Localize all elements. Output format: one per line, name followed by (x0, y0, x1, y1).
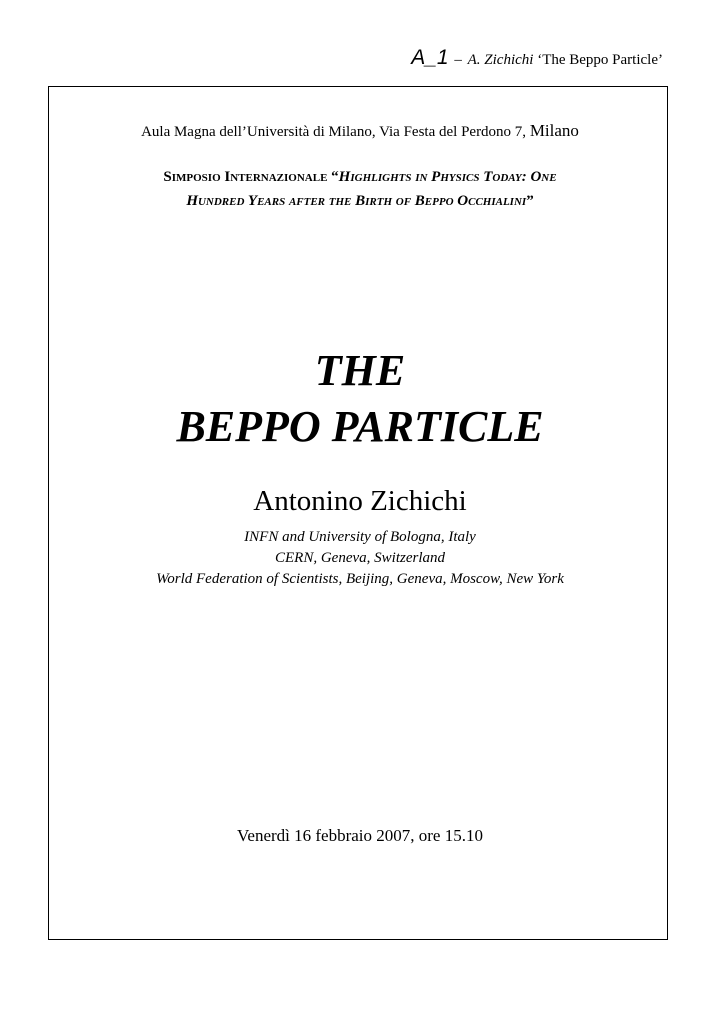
title-line2: BEPPO PARTICLE (176, 402, 544, 451)
running-header (411, 46, 663, 70)
affiliation-2: CERN, Geneva, Switzerland (275, 550, 445, 566)
author-name: Antonino Zichichi (253, 485, 467, 517)
title-line1: THE (314, 346, 406, 395)
venue-city: Milano (529, 121, 579, 140)
header-author: A. Zichichi (467, 52, 534, 68)
symposium-prefix: Simposio Internazionale “ (163, 169, 339, 185)
symposium-title-line2: Hundred Years after the Birth of Beppo Occhialini (186, 193, 527, 209)
symposium-heading (0, 165, 720, 213)
affiliation-3: World Federation of Scientists, Beijing, Geneva, Moscow, New York (156, 571, 564, 587)
event-date: Venerdì 16 febbraio 2007, ore 15.10 (237, 826, 483, 845)
symposium-suffix: ” (526, 193, 534, 209)
header-title: ‘The Beppo Particle’ (537, 52, 663, 68)
venue-text: Aula Magna dell’Università di Milano, Via Festa del Perdono 7, (141, 124, 527, 140)
symposium-title-line1: Highlights in Physics Today: One (338, 169, 557, 185)
affiliations (0, 527, 720, 590)
document-code: A_1 (411, 46, 449, 69)
header-dash: – (454, 52, 462, 68)
venue-line (0, 121, 720, 141)
affiliation-1: INFN and University of Bologna, Italy (244, 529, 476, 545)
document-title (0, 343, 720, 455)
